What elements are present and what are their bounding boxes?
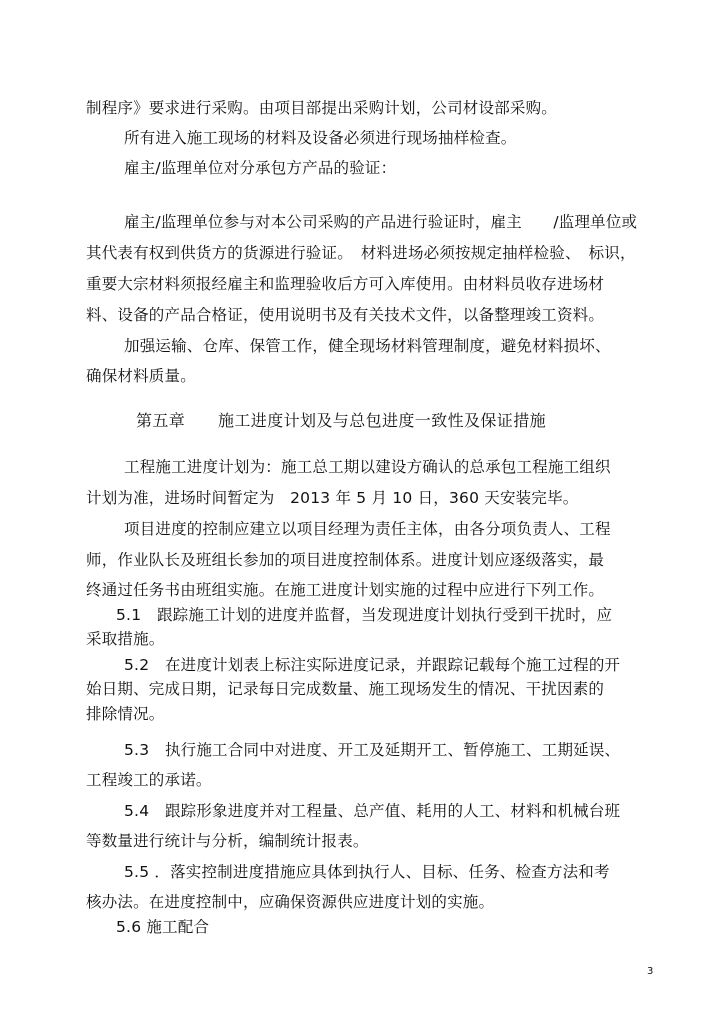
text-line: 5.6 施工配合 [116,918,210,936]
text-line: 终通过任务书由班组实施。在施工进度计划实施的过程中应进行下列工作。 [86,581,605,599]
text-line: 5.4 跟踪形象进度并对工程量、总产值、耗用的人工、材料和机械台班 [124,802,621,820]
text-line: 5.1 跟踪施工计划的进度并监督，当发现进度计划执行受到干扰时，应 [116,606,613,624]
text-line: 计划为准，进场时间暂定为 2013 年 5 月 10 日，360 天安装完毕。 [86,489,579,507]
text-line: 师，作业队长及班组长参加的项目进度控制体系。进度计划应逐级落实，最 [86,551,605,569]
text-line: 加强运输、仓库、保管工作，健全现场材料管理制度，避免材料损坏、 [124,337,611,355]
text-line: 5.3 执行施工合同中对进度、开工及延期开工、暂停施工、工期延误、 [124,741,621,759]
text-line: 始日期、完成日期，记录每日完成数量、施工现场发生的情况、干扰因素的 [86,680,605,698]
text-line: 排除情况。 [86,705,165,723]
text-line: 等数量进行统计与分析，编制统计报表。 [86,832,369,850]
text-line: 确保材料质量。 [86,367,196,385]
text-line: 采取措施。 [86,630,165,648]
text-line: 工程施工进度计划为：施工总工期以建设方确认的总承包工程施工组织 [124,458,611,476]
text-line: 所有进入施工现场的材料及设备必须进行现场抽样检查。 [124,129,517,147]
text-line: 重要大宗材料须报经雇主和监理验收后方可入库使用。由材料员收存进场材 [86,275,605,293]
text-line: 5.2 在进度计划表上标注实际进度记录，并跟踪记载每个施工过程的开 [124,656,621,674]
text-line: 其代表有权到供货方的货源进行验证。 材料进场必须按规定抽样检验、 标识， [86,244,636,262]
text-line: 雇主/监理单位参与对本公司采购的产品进行验证时，雇主 /监理单位或 [124,213,638,231]
text-line: 项目进度的控制应建立以项目经理为责任主体，由各分项负责人、工程 [124,520,611,538]
text-line: 制程序》要求进行采购。由项目部提出采购计划，公司材设部采购。 [86,99,558,117]
text-line: 核办法。在进度控制中，应确保资源供应进度计划的实施。 [86,893,495,911]
page-number: 3 [647,966,654,977]
text-line: 工程竣工的承诺。 [86,771,212,789]
chapter-heading: 第五章 施工进度计划及与总包进度一致性及保证措施 [136,411,547,430]
text-line: 5.5 ．落实控制进度措施应具体到执行人、目标、任务、检查方法和考 [124,863,610,881]
text-line: 雇主/监理单位对分承包方产品的验证： [124,159,397,177]
text-line: 料、设备的产品合格证，使用说明书及有关技术文件，以备整理竣工资料。 [86,306,605,324]
